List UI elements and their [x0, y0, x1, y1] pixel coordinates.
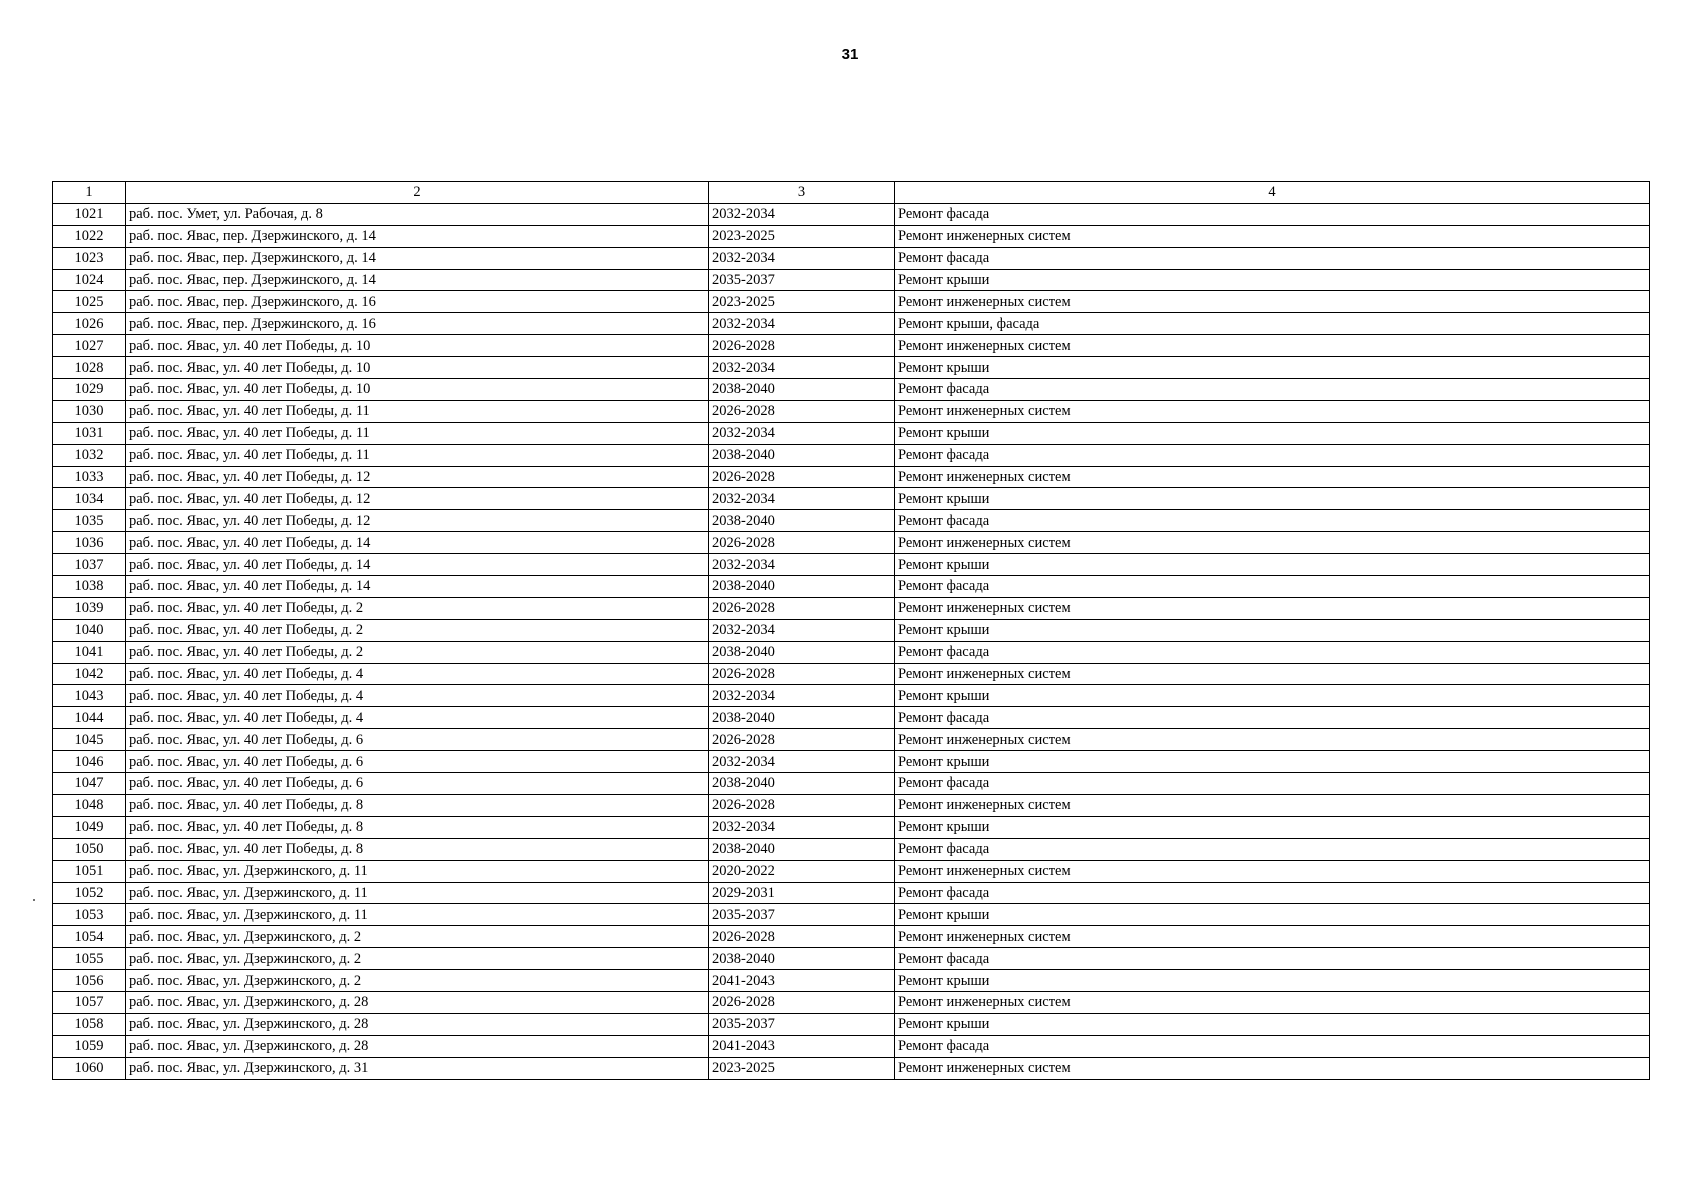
header-col-1: 1	[53, 182, 126, 204]
table-row	[53, 1013, 1650, 1035]
table-row	[53, 269, 1650, 291]
row-number: 1056	[53, 970, 126, 992]
table-row	[53, 335, 1650, 357]
table-row	[53, 991, 1650, 1013]
address-cell: раб. пос. Явас, ул. Дзержинского, д. 11	[126, 860, 709, 882]
address-cell: раб. пос. Явас, ул. 40 лет Победы, д. 6	[126, 773, 709, 795]
work-type-cell: Ремонт инженерных систем	[895, 532, 1650, 554]
work-type-cell: Ремонт инженерных систем	[895, 466, 1650, 488]
table-row	[53, 422, 1650, 444]
table-row	[53, 794, 1650, 816]
period-cell: 2026-2028	[709, 991, 895, 1013]
row-number: 1051	[53, 860, 126, 882]
row-number: 1047	[53, 773, 126, 795]
row-number: 1035	[53, 510, 126, 532]
period-cell: 2038-2040	[709, 379, 895, 401]
row-number: 1045	[53, 729, 126, 751]
work-type-cell: Ремонт инженерных систем	[895, 663, 1650, 685]
period-cell: 2026-2028	[709, 926, 895, 948]
address-cell: раб. пос. Явас, ул. 40 лет Победы, д. 11	[126, 444, 709, 466]
table-row	[53, 247, 1650, 269]
table-body	[53, 203, 1650, 1079]
table-row	[53, 554, 1650, 576]
table-row	[53, 729, 1650, 751]
period-cell: 2023-2025	[709, 225, 895, 247]
address-cell: раб. пос. Явас, пер. Дзержинского, д. 16	[126, 291, 709, 313]
period-cell: 2032-2034	[709, 313, 895, 335]
work-type-cell: Ремонт инженерных систем	[895, 991, 1650, 1013]
work-type-cell: Ремонт фасада	[895, 247, 1650, 269]
row-number: 1023	[53, 247, 126, 269]
row-number: 1060	[53, 1057, 126, 1079]
row-number: 1042	[53, 663, 126, 685]
table-row	[53, 203, 1650, 225]
table-row	[53, 970, 1650, 992]
address-cell: раб. пос. Явас, ул. 40 лет Победы, д. 2	[126, 597, 709, 619]
capital-repair-table	[52, 181, 1650, 1080]
row-number: 1046	[53, 751, 126, 773]
address-cell: раб. пос. Явас, ул. 40 лет Победы, д. 12	[126, 466, 709, 488]
period-cell: 2026-2028	[709, 466, 895, 488]
work-type-cell: Ремонт фасада	[895, 510, 1650, 532]
page-number: 31	[841, 46, 859, 63]
row-number: 1039	[53, 597, 126, 619]
address-cell: раб. пос. Явас, ул. 40 лет Победы, д. 4	[126, 663, 709, 685]
address-cell: раб. пос. Явас, ул. 40 лет Победы, д. 10	[126, 335, 709, 357]
address-cell: раб. пос. Явас, ул. 40 лет Победы, д. 10	[126, 379, 709, 401]
work-type-cell: Ремонт фасада	[895, 379, 1650, 401]
header-row	[53, 182, 1650, 204]
work-type-cell: Ремонт фасада	[895, 882, 1650, 904]
table-row	[53, 663, 1650, 685]
row-number: 1040	[53, 619, 126, 641]
table-row	[53, 313, 1650, 335]
period-cell: 2032-2034	[709, 247, 895, 269]
work-type-cell: Ремонт фасада	[895, 707, 1650, 729]
table-row	[53, 751, 1650, 773]
row-number: 1048	[53, 794, 126, 816]
address-cell: раб. пос. Умет, ул. Рабочая, д. 8	[126, 203, 709, 225]
address-cell: раб. пос. Явас, ул. 40 лет Победы, д. 14	[126, 576, 709, 598]
work-type-cell: Ремонт крыши	[895, 685, 1650, 707]
address-cell: раб. пос. Явас, ул. Дзержинского, д. 28	[126, 991, 709, 1013]
address-cell: раб. пос. Явас, ул. Дзержинского, д. 2	[126, 948, 709, 970]
row-number: 1031	[53, 422, 126, 444]
address-cell: раб. пос. Явас, ул. 40 лет Победы, д. 2	[126, 619, 709, 641]
table-row	[53, 1035, 1650, 1057]
table-row	[53, 641, 1650, 663]
header-col-4: 4	[895, 182, 1650, 204]
table-row	[53, 948, 1650, 970]
table-row	[53, 882, 1650, 904]
address-cell: раб. пос. Явас, ул. Дзержинского, д. 2	[126, 926, 709, 948]
period-cell: 2035-2037	[709, 269, 895, 291]
work-type-cell: Ремонт инженерных систем	[895, 1057, 1650, 1079]
table-row	[53, 860, 1650, 882]
work-type-cell: Ремонт крыши	[895, 1013, 1650, 1035]
table-row	[53, 619, 1650, 641]
period-cell: 2038-2040	[709, 707, 895, 729]
table-row	[53, 510, 1650, 532]
period-cell: 2032-2034	[709, 751, 895, 773]
address-cell: раб. пос. Явас, ул. 40 лет Победы, д. 11	[126, 400, 709, 422]
work-type-cell: Ремонт фасада	[895, 444, 1650, 466]
address-cell: раб. пос. Явас, ул. 40 лет Победы, д. 11	[126, 422, 709, 444]
period-cell: 2029-2031	[709, 882, 895, 904]
period-cell: 2026-2028	[709, 335, 895, 357]
row-number: 1024	[53, 269, 126, 291]
work-type-cell: Ремонт инженерных систем	[895, 291, 1650, 313]
table-row	[53, 926, 1650, 948]
period-cell: 2026-2028	[709, 532, 895, 554]
period-cell: 2038-2040	[709, 948, 895, 970]
row-number: 1022	[53, 225, 126, 247]
row-number: 1043	[53, 685, 126, 707]
work-type-cell: Ремонт инженерных систем	[895, 794, 1650, 816]
work-type-cell: Ремонт крыши	[895, 488, 1650, 510]
period-cell: 2026-2028	[709, 729, 895, 751]
row-number: 1037	[53, 554, 126, 576]
work-type-cell: Ремонт крыши	[895, 554, 1650, 576]
period-cell: 2038-2040	[709, 773, 895, 795]
address-cell: раб. пос. Явас, ул. 40 лет Победы, д. 8	[126, 794, 709, 816]
address-cell: раб. пос. Явас, ул. 40 лет Победы, д. 10	[126, 357, 709, 379]
table-row	[53, 838, 1650, 860]
address-cell: раб. пос. Явас, ул. 40 лет Победы, д. 6	[126, 751, 709, 773]
row-number: 1027	[53, 335, 126, 357]
table-row	[53, 532, 1650, 554]
work-type-cell: Ремонт крыши, фасада	[895, 313, 1650, 335]
work-type-cell: Ремонт крыши	[895, 970, 1650, 992]
period-cell: 2038-2040	[709, 576, 895, 598]
row-number: 1055	[53, 948, 126, 970]
address-cell: раб. пос. Явас, ул. Дзержинского, д. 11	[126, 904, 709, 926]
work-type-cell: Ремонт крыши	[895, 816, 1650, 838]
address-cell: раб. пос. Явас, ул. 40 лет Победы, д. 12	[126, 488, 709, 510]
table-row	[53, 488, 1650, 510]
period-cell: 2032-2034	[709, 203, 895, 225]
address-cell: раб. пос. Явас, ул. Дзержинского, д. 28	[126, 1035, 709, 1057]
work-type-cell: Ремонт фасада	[895, 773, 1650, 795]
table-row	[53, 466, 1650, 488]
work-type-cell: Ремонт фасада	[895, 1035, 1650, 1057]
work-type-cell: Ремонт фасада	[895, 948, 1650, 970]
period-cell: 2032-2034	[709, 488, 895, 510]
address-cell: раб. пос. Явас, ул. 40 лет Победы, д. 2	[126, 641, 709, 663]
period-cell: 2023-2025	[709, 1057, 895, 1079]
row-number: 1059	[53, 1035, 126, 1057]
work-type-cell: Ремонт инженерных систем	[895, 225, 1650, 247]
row-number: 1057	[53, 991, 126, 1013]
row-number: 1053	[53, 904, 126, 926]
row-number: 1036	[53, 532, 126, 554]
row-number: 1026	[53, 313, 126, 335]
header-col-2: 2	[126, 182, 709, 204]
work-type-cell: Ремонт крыши	[895, 904, 1650, 926]
table-row	[53, 773, 1650, 795]
period-cell: 2032-2034	[709, 554, 895, 576]
row-number: 1044	[53, 707, 126, 729]
address-cell: раб. пос. Явас, пер. Дзержинского, д. 14	[126, 247, 709, 269]
period-cell: 2032-2034	[709, 357, 895, 379]
period-cell: 2038-2040	[709, 510, 895, 532]
address-cell: раб. пос. Явас, ул. Дзержинского, д. 28	[126, 1013, 709, 1035]
table-row	[53, 357, 1650, 379]
table-row	[53, 597, 1650, 619]
row-number: 1030	[53, 400, 126, 422]
work-type-cell: Ремонт крыши	[895, 269, 1650, 291]
work-type-cell: Ремонт фасада	[895, 203, 1650, 225]
row-number: 1025	[53, 291, 126, 313]
address-cell: раб. пос. Явас, ул. Дзержинского, д. 2	[126, 970, 709, 992]
period-cell: 2035-2037	[709, 1013, 895, 1035]
table-row	[53, 291, 1650, 313]
period-cell: 2032-2034	[709, 619, 895, 641]
work-type-cell: Ремонт инженерных систем	[895, 729, 1650, 751]
period-cell: 2032-2034	[709, 816, 895, 838]
address-cell: раб. пос. Явас, пер. Дзержинского, д. 16	[126, 313, 709, 335]
period-cell: 2041-2043	[709, 1035, 895, 1057]
address-cell: раб. пос. Явас, ул. Дзержинского, д. 11	[126, 882, 709, 904]
row-number: 1052	[53, 882, 126, 904]
period-cell: 2026-2028	[709, 400, 895, 422]
period-cell: 2041-2043	[709, 970, 895, 992]
table-header	[53, 182, 1650, 204]
table-row	[53, 379, 1650, 401]
period-cell: 2038-2040	[709, 641, 895, 663]
work-type-cell: Ремонт инженерных систем	[895, 400, 1650, 422]
period-cell: 2026-2028	[709, 597, 895, 619]
period-cell: 2023-2025	[709, 291, 895, 313]
address-cell: раб. пос. Явас, ул. 40 лет Победы, д. 6	[126, 729, 709, 751]
row-number: 1054	[53, 926, 126, 948]
row-number: 1038	[53, 576, 126, 598]
row-number: 1049	[53, 816, 126, 838]
row-number: 1029	[53, 379, 126, 401]
work-type-cell: Ремонт фасада	[895, 641, 1650, 663]
address-cell: раб. пос. Явас, ул. 40 лет Победы, д. 14	[126, 554, 709, 576]
table-row	[53, 685, 1650, 707]
table-row	[53, 576, 1650, 598]
work-type-cell: Ремонт крыши	[895, 751, 1650, 773]
address-cell: раб. пос. Явас, пер. Дзержинского, д. 14	[126, 225, 709, 247]
work-type-cell: Ремонт фасада	[895, 838, 1650, 860]
work-type-cell: Ремонт инженерных систем	[895, 335, 1650, 357]
work-type-cell: Ремонт крыши	[895, 422, 1650, 444]
work-type-cell: Ремонт крыши	[895, 619, 1650, 641]
row-number: 1033	[53, 466, 126, 488]
table-row	[53, 225, 1650, 247]
row-number: 1041	[53, 641, 126, 663]
row-number: 1050	[53, 838, 126, 860]
address-cell: раб. пос. Явас, ул. 40 лет Победы, д. 14	[126, 532, 709, 554]
work-type-cell: Ремонт инженерных систем	[895, 926, 1650, 948]
period-cell: 2038-2040	[709, 444, 895, 466]
period-cell: 2032-2034	[709, 685, 895, 707]
address-cell: раб. пос. Явас, ул. 40 лет Победы, д. 8	[126, 816, 709, 838]
work-type-cell: Ремонт инженерных систем	[895, 860, 1650, 882]
row-number: 1028	[53, 357, 126, 379]
period-cell: 2026-2028	[709, 663, 895, 685]
period-cell: 2032-2034	[709, 422, 895, 444]
address-cell: раб. пос. Явас, ул. 40 лет Победы, д. 12	[126, 510, 709, 532]
period-cell: 2020-2022	[709, 860, 895, 882]
work-type-cell: Ремонт инженерных систем	[895, 597, 1650, 619]
header-col-3: 3	[709, 182, 895, 204]
period-cell: 2035-2037	[709, 904, 895, 926]
address-cell: раб. пос. Явас, пер. Дзержинского, д. 14	[126, 269, 709, 291]
work-type-cell: Ремонт фасада	[895, 576, 1650, 598]
table-row	[53, 904, 1650, 926]
address-cell: раб. пос. Явас, ул. 40 лет Победы, д. 8	[126, 838, 709, 860]
work-type-cell: Ремонт крыши	[895, 357, 1650, 379]
address-cell: раб. пос. Явас, ул. Дзержинского, д. 31	[126, 1057, 709, 1079]
row-number: 1058	[53, 1013, 126, 1035]
row-number: 1032	[53, 444, 126, 466]
table-row	[53, 816, 1650, 838]
table-row	[53, 1057, 1650, 1079]
period-cell: 2038-2040	[709, 838, 895, 860]
period-cell: 2026-2028	[709, 794, 895, 816]
table-row	[53, 444, 1650, 466]
address-cell: раб. пос. Явас, ул. 40 лет Победы, д. 4	[126, 707, 709, 729]
scan-mark	[33, 899, 35, 901]
row-number: 1021	[53, 203, 126, 225]
table-row	[53, 707, 1650, 729]
table-row	[53, 400, 1650, 422]
row-number: 1034	[53, 488, 126, 510]
address-cell: раб. пос. Явас, ул. 40 лет Победы, д. 4	[126, 685, 709, 707]
